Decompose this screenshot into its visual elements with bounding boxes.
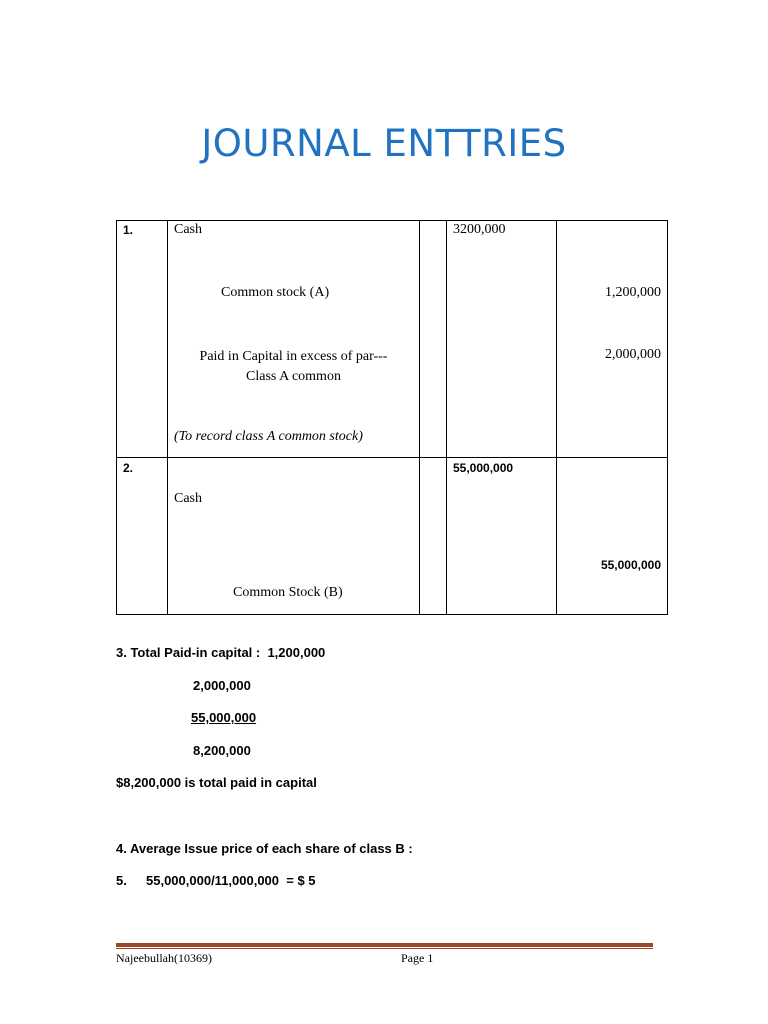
page-title: JOURNAL ENTTRIES [201, 122, 567, 165]
paid-in-total: 8,200,000 [193, 743, 251, 758]
account-cell [168, 458, 420, 615]
debit-cell [447, 221, 557, 458]
account-cash: Cash [174, 222, 202, 237]
footer-rule [116, 943, 653, 947]
paid-in-summary: $8,200,000 is total paid in capital [116, 775, 317, 790]
table-row [117, 221, 668, 458]
paid-in-line-3: 55,000,000 [191, 710, 257, 725]
paid-in-line-2: 2,000,000 [193, 678, 251, 693]
footer-author: Najeebullah(10369) [116, 951, 212, 965]
table-row [117, 458, 668, 615]
debit-cell [447, 458, 557, 615]
account-common-stock-a: Common stock (A) [221, 285, 330, 300]
item-5-number: 5. [116, 873, 127, 888]
account-paid-in-capital [168, 347, 419, 387]
total-paid-in-capital-label: 3. Total Paid-in capital : 1,200,000 [116, 645, 326, 660]
credit-cell [557, 221, 668, 458]
account-cash: Cash [174, 491, 202, 506]
ref-cell [420, 221, 447, 458]
average-issue-price-label: 4. Average Issue price of each share of class B : [116, 841, 413, 856]
ref-cell [420, 458, 447, 615]
debit-amount: 3200,000 [453, 222, 506, 237]
entry-number-cell [117, 221, 168, 458]
journal-table [116, 220, 668, 615]
entry-number: 1. [123, 223, 134, 237]
entry-memo: (To record class A common stock) [174, 429, 363, 444]
footer-page-number: Page 1 [401, 951, 434, 965]
account-cell [168, 221, 420, 458]
entry-number-cell [117, 458, 168, 615]
credit-amount-2: 2,000,000 [605, 347, 661, 362]
credit-cell [557, 458, 668, 615]
paid-in-capital-line-2: Class A common [246, 369, 341, 384]
credit-amount: 55,000,000 [600, 558, 661, 572]
debit-amount: 55,000,000 [453, 461, 514, 475]
footer-rule-thin [116, 948, 653, 949]
paid-in-capital-line-1: Paid in Capital in excess of par--- [199, 349, 388, 364]
account-common-stock-b: Common Stock (B) [233, 585, 343, 600]
average-price-calculation: 55,000,000/11,000,000 = $ 5 [146, 873, 316, 888]
entry-number: 2. [123, 461, 134, 475]
credit-amount-1: 1,200,000 [605, 285, 661, 300]
